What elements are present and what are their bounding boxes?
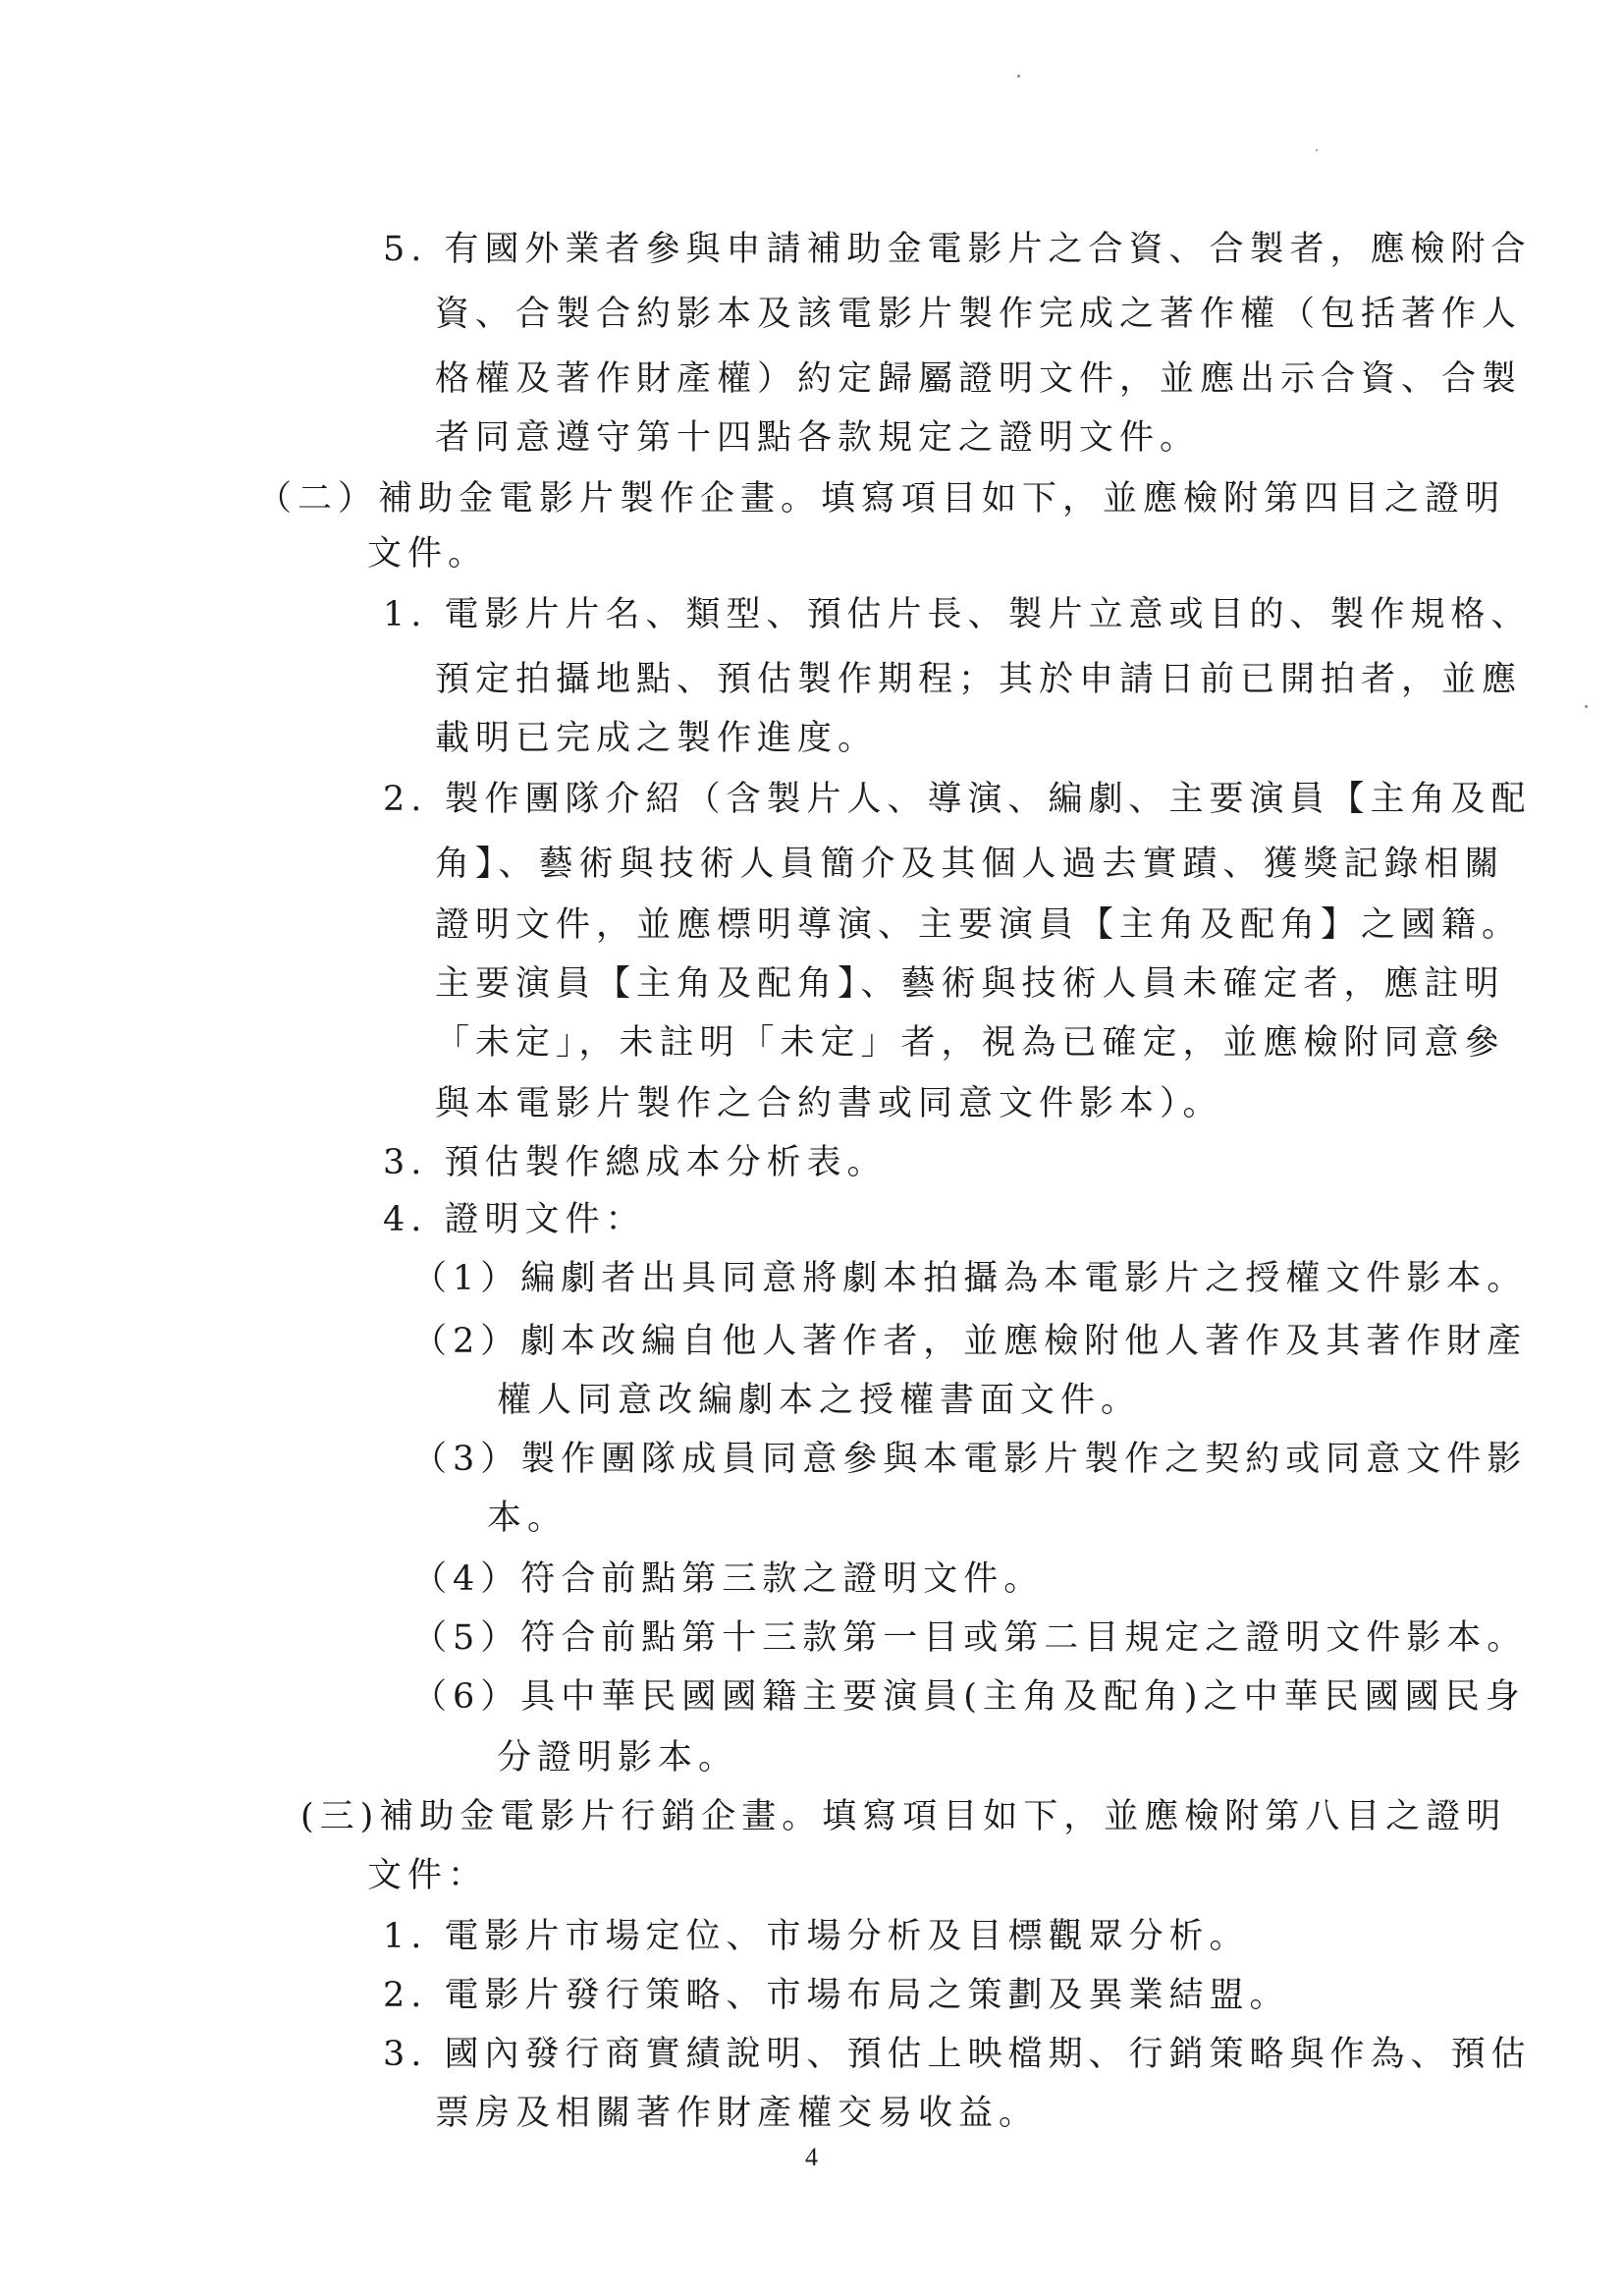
s2-item-1-line-3: 載明已完成之製作進度。 (435, 719, 879, 758)
s2-item-2-line-1: 2. 製作團隊介紹（含製片人、導演、編劇、主要演員【主角及配 (383, 780, 1532, 819)
s2-item-2-line-4: 主要演員【主角及配角】、藝術與技術人員未確定者，應註明 (435, 964, 1505, 1004)
s2-item-2-line-2: 角】、藝術與技術人員簡介及其個人過去實蹟、獲獎記錄相關 (435, 845, 1505, 884)
s2-item-1-line-2: 預定拍攝地點、預估製作期程；其於申請日前已開拍者，並應 (435, 660, 1523, 699)
s2-item-2-line-3: 證明文件，並應標明導演、主要演員【主角及配角】之國籍。 (435, 905, 1523, 945)
s2-item-1-line-1: 1. 電影片片名、類型、預估片長、製片立意或目的、製作規格、 (383, 595, 1532, 634)
s2-sub-5-line-1: （5）符合前點第十三款第一目或第二目規定之證明文件影本。 (412, 1618, 1528, 1658)
section-2-heading-line-1: （二）補助金電影片製作企畫。填寫項目如下，並應檢附第四目之證明 (257, 479, 1506, 519)
s3-item-3-line-1: 3. 國內發行商實績說明、預估上映檔期、行銷策略與作為、預估 (383, 2035, 1532, 2074)
s2-item-4-line-1: 4. 證明文件： (383, 1200, 646, 1239)
s2-sub-6-line-1: （6）具中華民國國籍主要演員(主角及配角)之中華民國國民身 (412, 1677, 1526, 1717)
s2-sub-4-line-1: （4）符合前點第三款之證明文件。 (412, 1559, 1045, 1599)
item-5-line-2: 資、合製合約影本及該電影片製作完成之著作權（包括著作人 (435, 295, 1523, 334)
s2-sub-2-line-1: （2）劇本改編自他人著作者，並應檢附他人著作及其著作財產 (412, 1322, 1528, 1361)
item-5-line-3: 格權及著作財產權）約定歸屬證明文件，並應出示合資、合製 (435, 359, 1523, 399)
scan-speck (1316, 149, 1318, 151)
s2-item-3-line-1: 3. 預估製作總成本分析表。 (383, 1143, 888, 1182)
s3-item-2-line-1: 2. 電影片發行策略、市場布局之策劃及異業結盟。 (383, 1976, 1290, 2015)
s2-sub-3-line-1: （3）製作團隊成員同意參與本電影片製作之契約或同意文件影 (412, 1440, 1528, 1479)
s2-item-2-line-5: 「未定」，未註明「未定」者，視為已確定，並應檢附同意參 (435, 1023, 1505, 1063)
s2-sub-1-line-1: （1）編劇者出具同意將劇本拍攝為本電影片之授權文件影本。 (412, 1259, 1528, 1298)
item-5-line-1: 5. 有國外業者參與申請補助金電影片之合資、合製者，應檢附合 (383, 230, 1532, 269)
s2-item-2-line-6: 與本電影片製作之合約書或同意文件影本）。 (435, 1084, 1223, 1123)
section-3-heading-line-1: (三)補助金電影片行銷企畫。填寫項目如下，並應檢附第八目之證明 (300, 1797, 1507, 1836)
s2-sub-3-line-2: 本。 (487, 1499, 568, 1538)
scan-speck (1585, 705, 1588, 708)
section-3-heading-line-2: 文件： (367, 1856, 489, 1895)
item-5-line-4: 者同意遵守第十四點各款規定之證明文件。 (435, 418, 1201, 458)
s2-sub-6-line-2: 分證明影本。 (497, 1738, 739, 1777)
section-2-heading-line-2: 文件。 (367, 534, 489, 574)
s2-sub-2-line-2: 權人同意改編劇本之授權書面文件。 (497, 1381, 1142, 1420)
s3-item-1-line-1: 1. 電影片市場定位、市場分析及目標觀眾分析。 (383, 1917, 1250, 1956)
scan-speck (1017, 75, 1020, 78)
s3-item-3-line-2: 票房及相關著作財產權交易收益。 (435, 2094, 1040, 2133)
page-number: 4 (805, 2143, 818, 2171)
